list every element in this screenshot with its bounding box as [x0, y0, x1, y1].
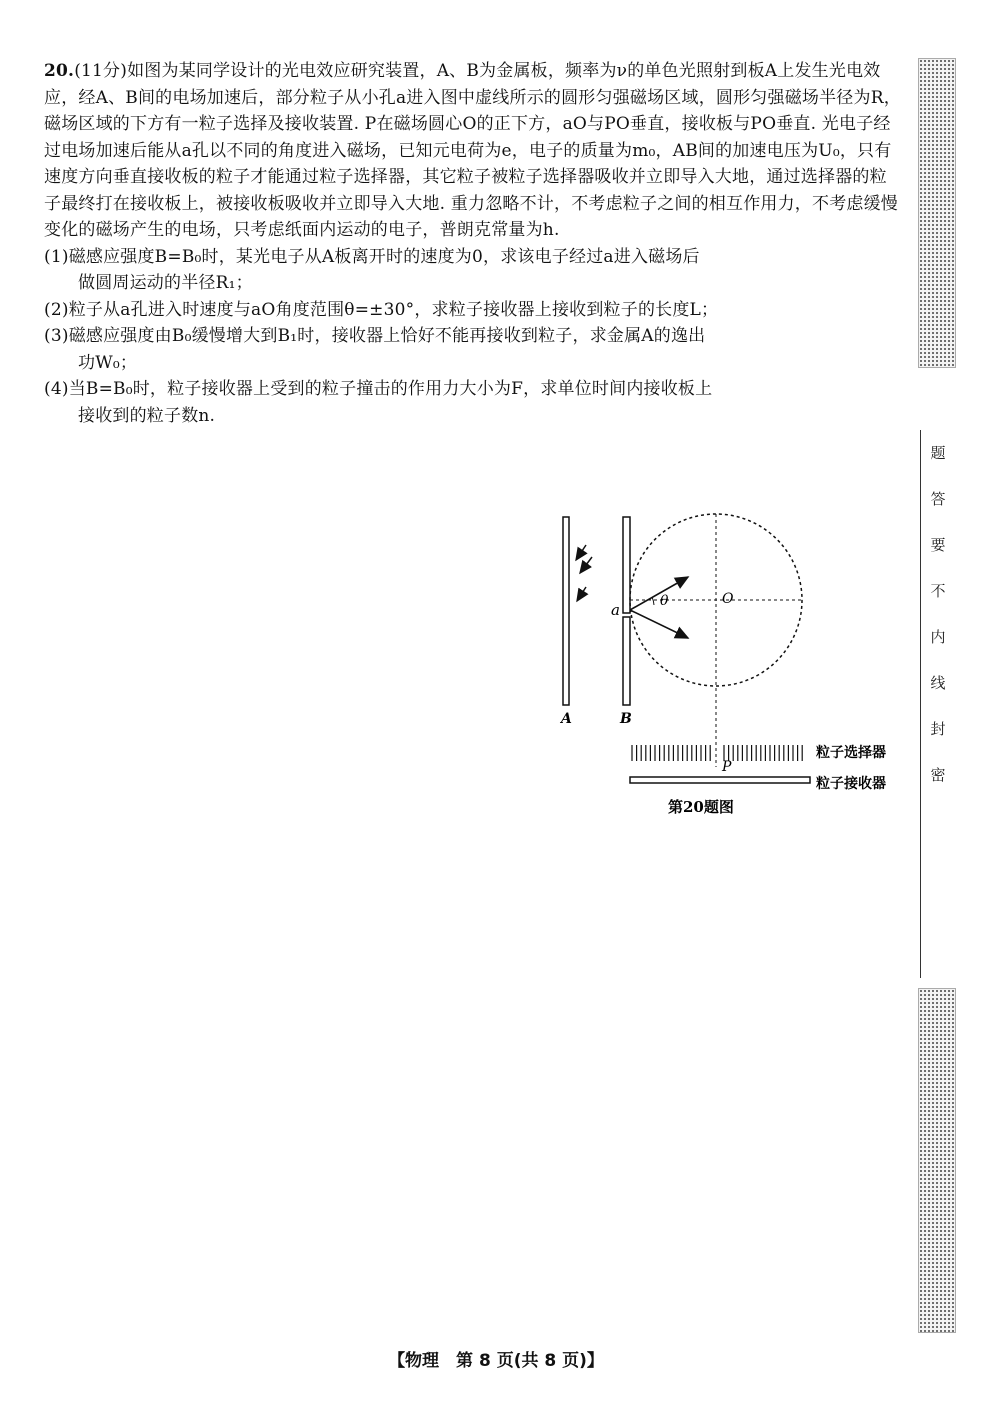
plate-b-upper — [623, 517, 630, 613]
subquestion-label: (1) — [44, 246, 69, 267]
subquestion-cont: 接收到的粒子数n. — [78, 405, 216, 426]
subquestion-1 — [44, 244, 902, 297]
particle-receiver — [630, 777, 810, 783]
binding-line-text — [920, 430, 955, 978]
binding-char: 内 — [930, 628, 946, 646]
plate-b-lower — [623, 617, 630, 705]
velocity-arrow-up — [630, 577, 688, 610]
theta-arc — [652, 597, 654, 605]
subquestion-cont: 做圆周运动的半径R₁； — [78, 273, 253, 293]
label-hole-a: a — [611, 601, 620, 619]
subquestion-label: (4) — [44, 379, 69, 399]
subquestion-text: 粒子从a孔进入时速度与aO角度范围θ=±30°，求粒子接收器上接收到粒子的长度L； — [68, 299, 719, 320]
apparatus-diagram — [548, 505, 918, 825]
subquestion-text: 当B=B₀时，粒子接收器上受到的粒子撞击的作用力大小为F，求单位时间内接收板上 — [68, 379, 713, 399]
binding-margin — [918, 58, 956, 1348]
subquestion-2 — [44, 297, 902, 324]
plate-a — [563, 517, 569, 705]
binding-char: 密 — [930, 766, 946, 784]
figure-caption: 第20题图 — [668, 798, 734, 816]
velocity-arrow-down — [630, 610, 688, 638]
binding-char: 答 — [930, 490, 946, 508]
binding-char: 线 — [930, 674, 946, 692]
particle-selector — [632, 745, 802, 761]
dotted-strip-top — [918, 58, 956, 368]
binding-char: 题 — [930, 444, 946, 462]
problem-stem-text: 如图为某同学设计的光电效应研究装置，A、B为金属板，频率为ν的单色光照射到板A上发生光电效应，经A、B间的电场加速后，部分粒子从小孔a进入图中虚线所示的圆形匀强磁场区域，圆形匀强磁场半径为R，磁场区域的下方有一粒子选择及接收装置. P在磁场圆心O的正下方，aO与PO垂直，接收板与PO垂直. 光电子经过电场加速后能从a孔以不同的角度进入磁场，已知元电荷为e，电子的质量为m₀，AB间的加速电压为U₀，只有速度方向垂直接收板的粒子才能通过粒子选择器，其它粒子被粒子选择器吸收并立即导入大地，通过选择器的粒子最终打在接收板上，被接收板吸收并立即导入大地. 重力忽略不计，不考虑粒子之间的相互作用力，不考虑缓慢变化的磁场产生的电场，只考虑纸面内运动的电子，普朗克常量为h. — [44, 61, 901, 240]
light-arrow — [580, 557, 592, 573]
subquestion-4 — [44, 376, 902, 429]
subquestion-label: (2) — [44, 299, 69, 320]
label-b-plate: B — [620, 711, 632, 727]
problem-number: 20. — [44, 61, 75, 81]
problem-stem — [44, 58, 902, 244]
label-theta: θ — [660, 593, 669, 609]
figure-20 — [548, 505, 918, 825]
page-footer: 【物理 第 8 页(共 8 页)】 — [388, 1351, 604, 1371]
subquestion-cont: 功W₀； — [78, 352, 138, 373]
light-arrow — [577, 587, 586, 601]
subquestion-text: 磁感应强度由B₀缓慢增大到B₁时，接收器上恰好不能再接收到粒子，求金属A的逸出 — [68, 326, 706, 346]
binding-char: 要 — [930, 536, 946, 554]
label-p: P — [722, 759, 732, 775]
subquestion-3 — [44, 323, 902, 376]
binding-char: 不 — [930, 582, 946, 600]
label-o: O — [722, 591, 734, 607]
problem-score: (11分) — [74, 61, 128, 81]
light-arrow — [576, 545, 586, 560]
subquestion-text: 磁感应强度B=B₀时，某光电子从A板离开时的速度为0，求该电子经过a进入磁场后 — [68, 246, 700, 267]
binding-char: 封 — [930, 720, 946, 738]
problem-20 — [44, 58, 902, 429]
subquestion-label: (3) — [44, 326, 69, 346]
receiver-label: 粒子接收器 — [816, 776, 886, 792]
selector-label: 粒子选择器 — [816, 745, 886, 761]
dotted-strip-bottom — [918, 988, 956, 1333]
label-a-plate: A — [561, 711, 572, 727]
